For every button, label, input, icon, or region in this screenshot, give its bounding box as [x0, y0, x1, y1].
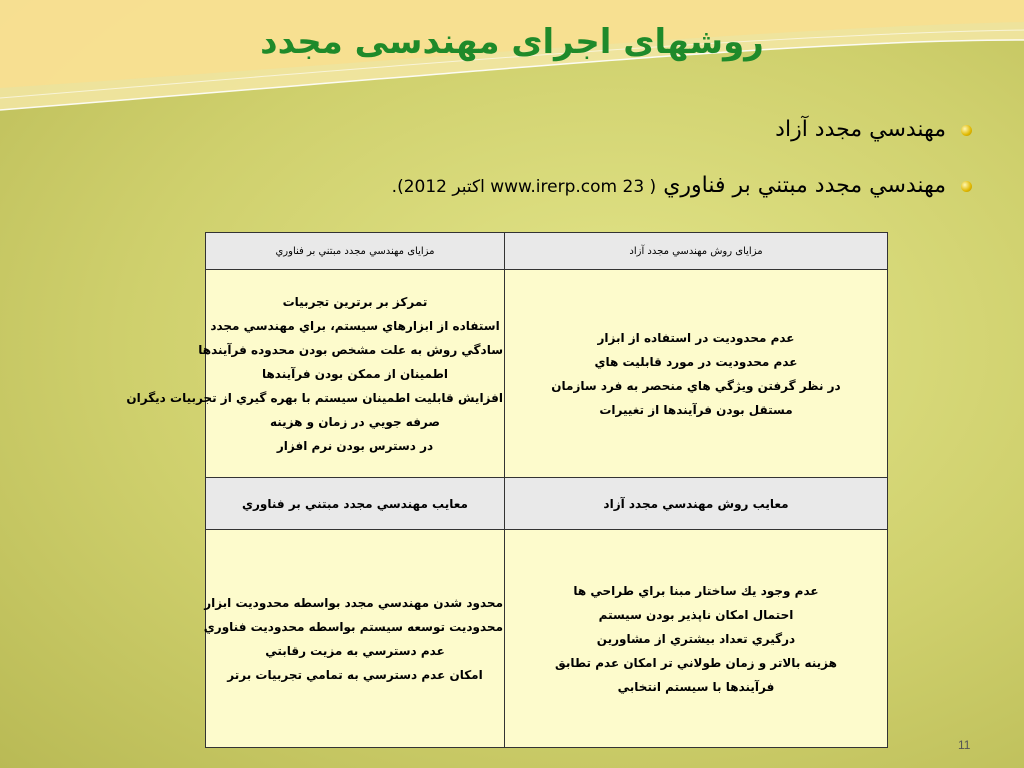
cell-line: احتمال امكان ناپذير بودن سيستم	[598, 607, 794, 622]
cell-line: عدم وجود يك ساختار مبنا براي طراحي ها	[573, 583, 819, 598]
cell-free-disadvantages	[505, 530, 888, 748]
cell-free-advantages	[505, 270, 888, 478]
cell-line: اطمينان از ممكن بودن فرآيندها	[261, 366, 449, 381]
cell-line: امكان عدم دسترسي به تمامي تجربيات برتر	[227, 667, 483, 682]
bullet-text: مهندسي مجدد مبتني بر فناوري	[663, 173, 946, 198]
header-cell-free-disadvantages: معايب روش مهندسي مجدد آزاد	[505, 478, 888, 530]
slide-title: روشهای اجرای مهندسی مجدد	[260, 22, 764, 62]
cell-line: در دسترس بودن نرم افزار	[276, 438, 434, 453]
header-cell-tech-disadvantages: معايب مهندسي مجدد مبتني بر فناوري	[206, 478, 505, 530]
cell-line: عدم دسترسي به مزيت رقابتي	[265, 643, 445, 658]
cell-line: محدود شدن مهندسي مجدد بواسطه محدوديت ابزار	[204, 595, 503, 610]
header-cell-free-advantages: مزایای روش مهندسي مجدد آزاد	[505, 233, 888, 270]
header-cell-tech-advantages: مزایای مهندسي مجدد مبتني بر فناوري	[206, 233, 505, 270]
bullet-text: مهندسي مجدد آزاد	[775, 117, 946, 142]
cell-line: تمركز بر برترين تجربيات	[282, 294, 428, 309]
cell-line: عدم محدوديت در استفاده از ابزار	[597, 330, 795, 345]
bullet-item	[72, 168, 972, 204]
cell-line: در نظر گرفتن ويژگي هاي منحصر به فرد سازمان	[551, 378, 841, 393]
table-header-row	[206, 478, 888, 530]
cell-line: صرفه جويي در زمان و هزينه	[270, 414, 440, 429]
bullet-dot-icon	[961, 181, 972, 192]
comparison-table	[126, 232, 888, 748]
cell-line: هزينه بالاتر و زمان طولاني تر امكان عدم تطابق	[555, 655, 837, 670]
cell-tech-advantages	[126, 270, 505, 478]
cell-line: مستقل بودن فرآيندها از تغييرات	[599, 402, 793, 417]
cell-line: استفاده از ابزارهاي سيستم، براي مهندسي مجدد	[210, 318, 500, 333]
cell-line: سادگي روش به علت مشخص بودن محدوده فرآيندها	[198, 342, 503, 357]
decorative-swoosh	[0, 0, 1024, 130]
cell-line: محدوديت توسعه سيستم بواسطه محدوديت فناوري	[203, 619, 503, 634]
table-row-advantages	[206, 270, 888, 478]
page-number: 11	[958, 738, 971, 752]
cell-line: عدم محدوديت در مورد قابليت هاي	[594, 354, 798, 369]
cell-line: افزايش قابليت اطمينان سيستم با بهره گيري از تجربيات ديگران	[126, 390, 503, 405]
bullet-source: ( www.irerp.com 23 اکتبر 2012).	[391, 177, 657, 197]
table-row-disadvantages	[206, 530, 888, 748]
cell-line: فرآيندها با سيستم انتخابي	[617, 679, 775, 694]
cell-line: درگيري تعداد بيشتري از مشاورين	[596, 631, 796, 646]
bullet-dot-icon	[961, 125, 972, 136]
bullet-list	[72, 112, 972, 224]
cell-tech-disadvantages	[203, 530, 505, 748]
table-header-row	[206, 233, 888, 270]
bullet-item	[72, 112, 972, 148]
